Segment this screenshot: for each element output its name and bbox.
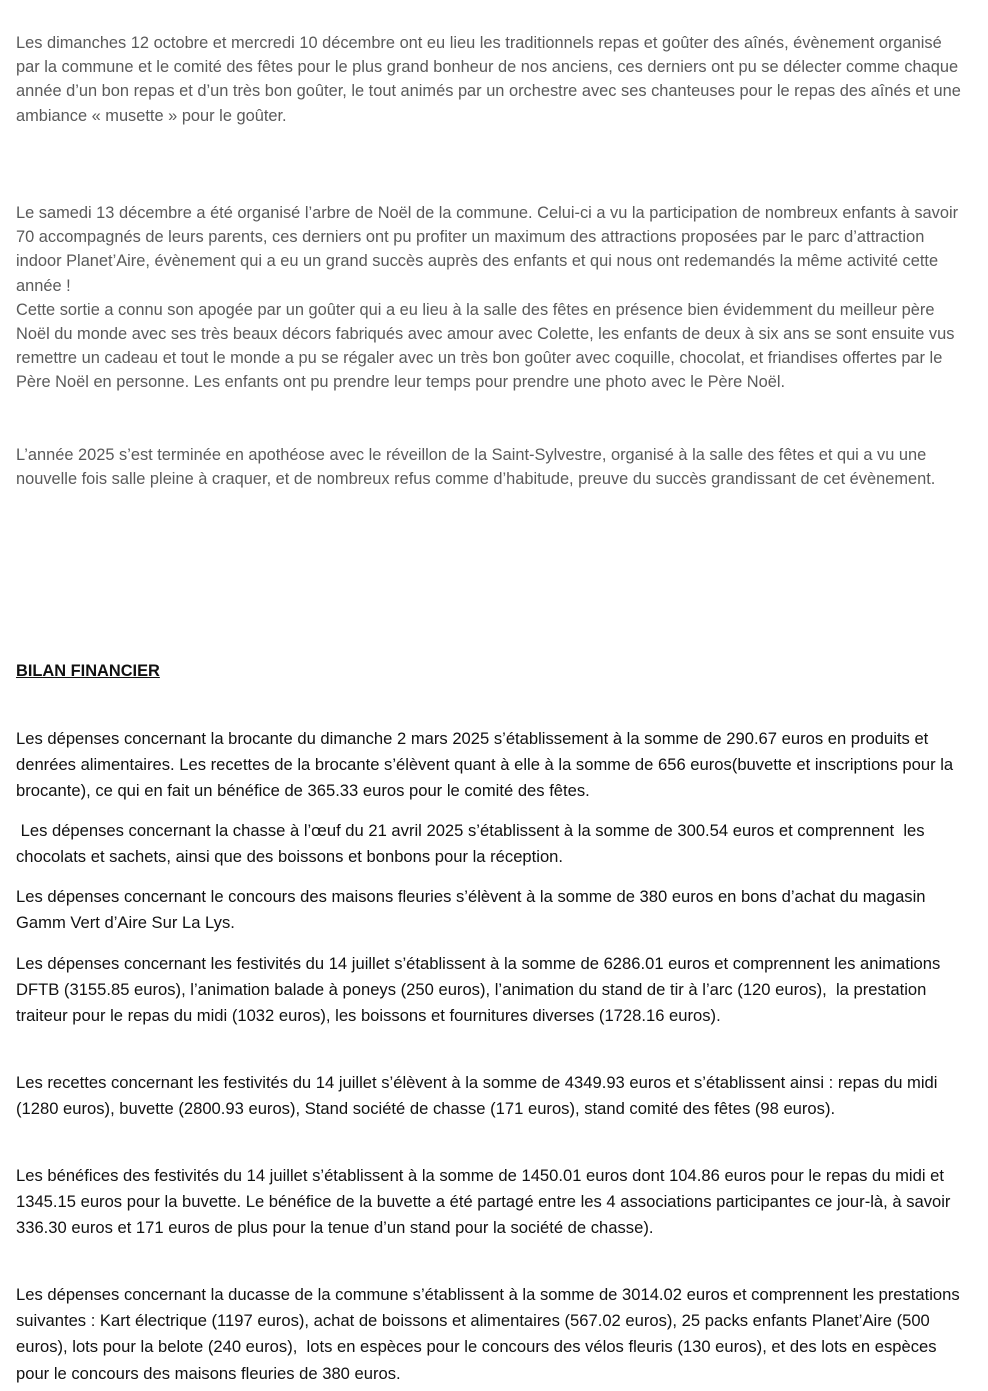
paragraph-benefices-14-juillet: Les bénéfices des festivités du 14 juillet s’établissent à la somme de 1450.01 euros dont 104.86 euros pour le repas du midi et 1345.15 euros pour la buvette. Le bénéfice de la buvette a été partagé entre les 4 associations participantes ce jour-là, à savoir 336.30 euros et 171 euros de plus pour la tenue d’un stand pour la société de chasse). xyxy=(16,1166,951,1238)
paragraph-brocante: Les dépenses concernant la brocante du dimanche 2 mars 2025 s’établissement à la somme de 290.67 euros en produits et denrées alimentaires. Les recettes de la brocante s’élèvent quant à elle à la somme de 656 euros(buvette et inscriptions pour la brocante), ce qui en fait un bénéfice de 365.33 euros pour le comité des fêtes. xyxy=(16,729,954,801)
paragraph-arbre-de-noel: Le samedi 13 décembre a été organisé l’arbre de Noël de la commune. Celui-ci a vu la participation de nombreux enfants à savoir 70 accompagnés de leurs parents, ces derniers ont pu profiter un maximum des attractions proposées par le parc d’attraction indoor Planet’Aire, évènement qui a eu un grand succès auprès des enfants et qui nous ont redemandés la même activité cette année ! Cette sortie a connu son apogée par un goûter qui a eu lieu à la salle des fêtes en présence bien évidemment du meilleur père Noël du monde avec ses très beaux décors fabriqués avec amour avec Colette, les enfants de deux à six ans se sont ensuite vus remettre un cadeau et tout le monde a pu se régaler avec un très bon goûter avec coquille, chocolat, et friandises offertes par le Père Noël en personne. Les enfants ont pu prendre leur temps pour prendre une photo avec le Père Noël. xyxy=(16,204,959,392)
paragraph-maisons-fleuries: Les dépenses concernant le concours des maisons fleuries s’élèvent à la somme de 380 euros en bons d’achat du magasin Gamm Vert d’Aire Sur La Lys. xyxy=(16,887,926,933)
paragraph-recettes-14-juillet: Les recettes concernant les festivités du 14 juillet s’élèvent à la somme de 4349.93 euros et s’établissent ainsi : repas du midi (1280 euros), buvette (2800.93 euros), Stand société de chasse (171 euros), stand comité des fêtes (98 euros). xyxy=(16,1073,938,1119)
section-heading-bilan-financier: BILAN FINANCIER xyxy=(16,662,160,680)
paragraph-chasse-oeuf: Les dépenses concernant la chasse à l’œuf du 21 avril 2025 s’établissent à la somme de 300.54 euros et comprennent les chocolats et sachets, ainsi que des boissons et bonbons pour la réception. xyxy=(16,821,925,867)
paragraph-saint-sylvestre: L’année 2025 s’est terminée en apothéose avec le réveillon de la Saint-Sylvestre, organisé à la salle des fêtes et qui a vu une nouvelle fois salle pleine à craquer, et de nombreux refus comme d’habitude, preuve du succès grandissant de cet évènement. xyxy=(16,446,936,489)
paragraph-depenses-14-juillet: Les dépenses concernant les festivités du 14 juillet s’établissent à la somme de 6286.01 euros et comprennent les animations DFTB (3155.85 euros), l’animation balade à poneys (250 euros), l’animation du stand de tir à l’arc (120 euros), la prestation traiteur pour le repas du midi (1032 euros), les boissons et fournitures diverses (1728.16 euros). xyxy=(16,954,941,1026)
paragraph-aines: Les dimanches 12 octobre et mercredi 10 décembre ont eu lieu les traditionnels repas et goûter des aînés, évènement organisé par la commune et le comité des fêtes pour le plus grand bonheur de nos anciens, ces derniers ont pu se délecter comme chaque année d’un bon repas et d’un très bon goûter, le tout animés par un orchestre avec ses chanteuses pour le repas des aînés et une ambiance « musette » pour le goûter. xyxy=(16,34,961,125)
paragraph-ducasse: Les dépenses concernant la ducasse de la commune s’établissent à la somme de 3014.02 euros et comprennent les prestations suivantes : Kart électrique (1197 euros), achat de boissons et alimentaires (567.02 euros), 25 packs enfants Planet’Aire (500 euros), lots pour la belote (240 euros), lots en espèces pour le concours des vélos fleuris (130 euros), et des lots en espèces pour le concours des maisons fleuries de 380 euros. xyxy=(16,1285,960,1383)
